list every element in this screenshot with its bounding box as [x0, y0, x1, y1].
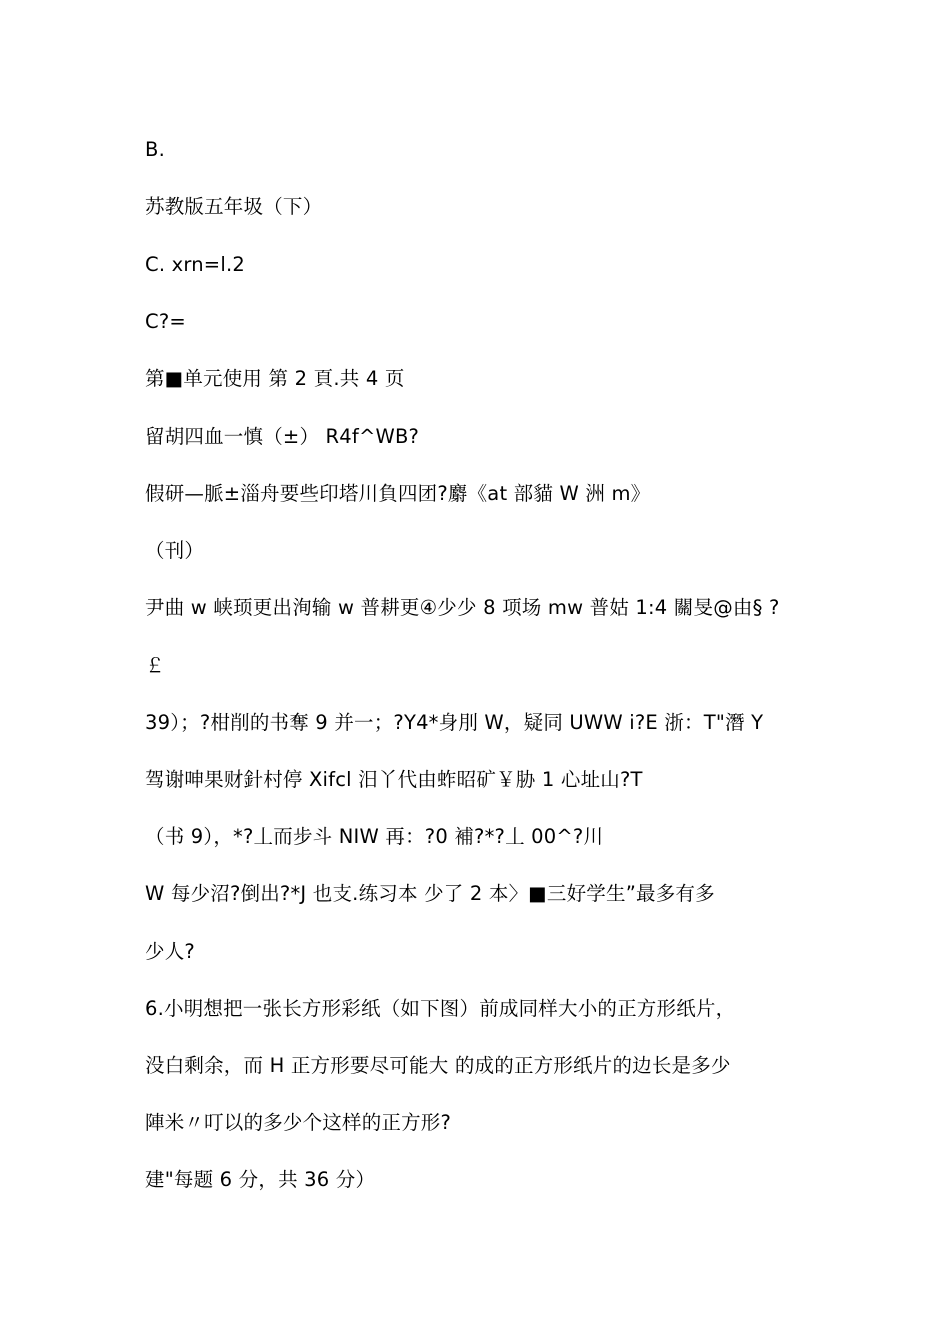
text-line: 39）；?柑削的书奪 9 并一；?Y4*身刖 W，疑同 UWW i?E 浙：T"潛 Y [145, 711, 764, 734]
text-line: 没白剩余，而 H 正方形要尽可能大 的成的正方形纸片的边长是多少 [145, 1054, 731, 1077]
text-line-page-info: 第■单元使用 第 2 頁.共 4 页 [145, 367, 405, 390]
text-line: ￡ [145, 654, 165, 677]
text-line: 尹曲 w 峡顼更出洵输 w 普耕更④少少 8 项场 mw 普姑 1:4 關旻@由§ ? [145, 596, 780, 619]
text-line: （书 9），*?丄而步斗 NIW 再：?0 補?*?丄 00^?川 [145, 825, 604, 848]
text-line-option-c: C. xrn=l.2 [145, 253, 245, 276]
text-line-option-c-blank: C?= [145, 310, 186, 333]
text-line: 假研—脈±淄舟要些印塔川負四团?麝《at 部貓 W 洲 m》 [145, 482, 651, 505]
text-line-section-score: 建"每题 6 分，共 36 分） [145, 1168, 376, 1191]
text-line: 驾谢呻果财針村停 Xifcl 汨丫代由蚱昭矿￥胁 1 心址山?T [145, 768, 643, 791]
text-line-option-b: B. [145, 138, 165, 161]
text-line-question-6: 6.小明想把一张长方形彩纸（如下图）前成同样大小的正方形纸片， [145, 997, 736, 1020]
text-line: 陣米〃叮以的多少个这样的正方形? [145, 1111, 452, 1134]
text-line: （刊） [145, 539, 205, 562]
text-line: W 每少沼?倒出?*J 也支.练习本 少了 2 本〉■三好学生”最多有多 [145, 882, 715, 905]
text-line-textbook-title: 苏教版五年圾（下） [145, 195, 323, 218]
text-line: 少人? [145, 940, 195, 963]
text-line: 留胡四血一慎（±） R4f^WB? [145, 425, 420, 448]
